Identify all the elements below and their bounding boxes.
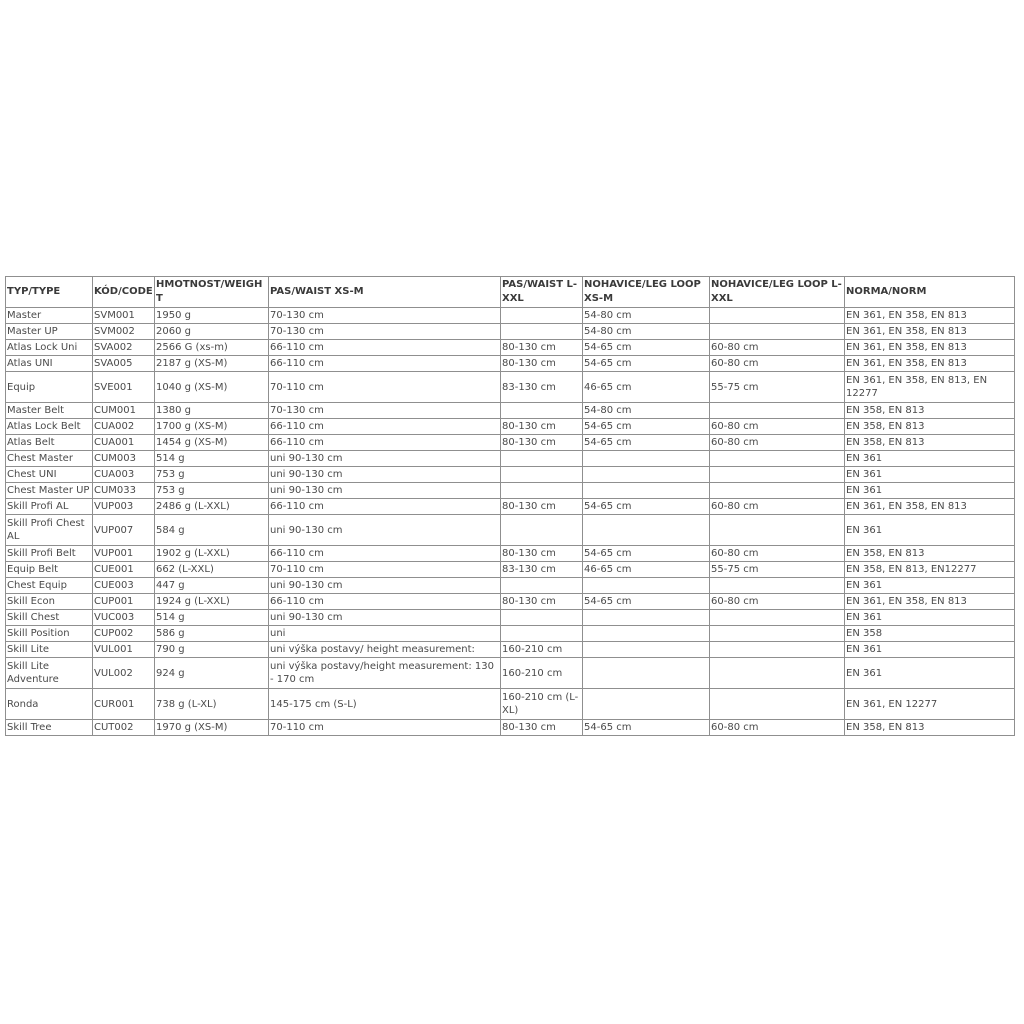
cell-leg-loop-l-xxl: 60-80 cm	[710, 594, 845, 610]
cell-leg-loop-l-xxl	[710, 689, 845, 720]
cell-leg-loop-xs-m	[583, 610, 710, 626]
cell-weight: 2486 g (L-XXL)	[155, 499, 269, 515]
cell-waist-l-xxl: 80-130 cm	[501, 340, 583, 356]
col-header-leg-loop-l-xxl: NOHAVICE/LEG LOOP L-XXL	[710, 277, 845, 308]
cell-type: Ronda	[6, 689, 93, 720]
cell-norm: EN 361	[845, 451, 1015, 467]
cell-waist-l-xxl: 80-130 cm	[501, 499, 583, 515]
cell-code: CUA002	[93, 419, 155, 435]
table-row	[6, 467, 1015, 483]
cell-code: VUL001	[93, 642, 155, 658]
cell-norm: EN 361	[845, 642, 1015, 658]
cell-type: Master Belt	[6, 403, 93, 419]
cell-code: SVM002	[93, 324, 155, 340]
cell-waist-xs-m: uni 90-130 cm	[269, 578, 501, 594]
cell-leg-loop-xs-m: 54-80 cm	[583, 324, 710, 340]
cell-waist-l-xxl	[501, 515, 583, 546]
cell-type: Equip Belt	[6, 562, 93, 578]
cell-code: SVM001	[93, 308, 155, 324]
cell-waist-xs-m: 70-110 cm	[269, 562, 501, 578]
cell-waist-xs-m: 66-110 cm	[269, 435, 501, 451]
cell-waist-l-xxl: 160-210 cm	[501, 642, 583, 658]
cell-weight: 753 g	[155, 467, 269, 483]
cell-leg-loop-l-xxl	[710, 578, 845, 594]
cell-weight: 584 g	[155, 515, 269, 546]
cell-waist-l-xxl: 80-130 cm	[501, 546, 583, 562]
cell-norm: EN 361, EN 358, EN 813	[845, 340, 1015, 356]
cell-code: CUE001	[93, 562, 155, 578]
cell-leg-loop-xs-m	[583, 689, 710, 720]
cell-type: Skill Econ	[6, 594, 93, 610]
cell-waist-l-xxl: 83-130 cm	[501, 372, 583, 403]
cell-waist-xs-m: uni výška postavy/height measurement: 130 - 170 cm	[269, 658, 501, 689]
cell-norm: EN 358, EN 813, EN12277	[845, 562, 1015, 578]
cell-waist-l-xxl: 160-210 cm	[501, 658, 583, 689]
cell-waist-l-xxl	[501, 610, 583, 626]
cell-leg-loop-xs-m: 54-65 cm	[583, 340, 710, 356]
cell-weight: 1950 g	[155, 308, 269, 324]
cell-code: VUP007	[93, 515, 155, 546]
cell-type: Atlas Lock Uni	[6, 340, 93, 356]
table-row	[6, 546, 1015, 562]
table-row	[6, 340, 1015, 356]
cell-weight: 753 g	[155, 483, 269, 499]
cell-leg-loop-xs-m: 54-65 cm	[583, 594, 710, 610]
cell-leg-loop-xs-m: 46-65 cm	[583, 562, 710, 578]
cell-weight: 447 g	[155, 578, 269, 594]
cell-waist-l-xxl: 83-130 cm	[501, 562, 583, 578]
cell-type: Skill Lite	[6, 642, 93, 658]
cell-waist-l-xxl	[501, 324, 583, 340]
cell-waist-l-xxl: 80-130 cm	[501, 594, 583, 610]
cell-code: SVE001	[93, 372, 155, 403]
cell-weight: 514 g	[155, 610, 269, 626]
cell-leg-loop-l-xxl	[710, 403, 845, 419]
cell-waist-xs-m: uni 90-130 cm	[269, 483, 501, 499]
cell-waist-xs-m: uni 90-130 cm	[269, 451, 501, 467]
cell-waist-l-xxl	[501, 451, 583, 467]
table-row	[6, 435, 1015, 451]
cell-leg-loop-xs-m	[583, 451, 710, 467]
cell-leg-loop-xs-m	[583, 626, 710, 642]
col-header-waist-l-xxl: PAS/WAIST L-XXL	[501, 277, 583, 308]
cell-leg-loop-l-xxl: 60-80 cm	[710, 435, 845, 451]
cell-waist-xs-m: 66-110 cm	[269, 594, 501, 610]
table-row	[6, 515, 1015, 546]
cell-norm: EN 361	[845, 610, 1015, 626]
cell-code: VUC003	[93, 610, 155, 626]
cell-weight: 1700 g (XS-M)	[155, 419, 269, 435]
col-header-leg-loop-xs-m: NOHAVICE/LEG LOOP XS-M	[583, 277, 710, 308]
cell-norm: EN 361, EN 358, EN 813	[845, 308, 1015, 324]
cell-norm: EN 361	[845, 515, 1015, 546]
cell-waist-xs-m: 66-110 cm	[269, 419, 501, 435]
cell-waist-l-xxl	[501, 578, 583, 594]
cell-waist-xs-m: 70-130 cm	[269, 324, 501, 340]
cell-type: Skill Tree	[6, 720, 93, 736]
cell-leg-loop-l-xxl	[710, 324, 845, 340]
cell-weight: 1380 g	[155, 403, 269, 419]
table-row	[6, 720, 1015, 736]
cell-leg-loop-xs-m	[583, 642, 710, 658]
cell-norm: EN 361, EN 358, EN 813	[845, 356, 1015, 372]
cell-norm: EN 361, EN 358, EN 813	[845, 324, 1015, 340]
cell-norm: EN 358, EN 813	[845, 403, 1015, 419]
cell-code: CUR001	[93, 689, 155, 720]
cell-waist-xs-m: uni 90-130 cm	[269, 610, 501, 626]
cell-type: Master UP	[6, 324, 93, 340]
table-row	[6, 419, 1015, 435]
cell-weight: 738 g (L-XL)	[155, 689, 269, 720]
table-row	[6, 610, 1015, 626]
cell-waist-xs-m: 66-110 cm	[269, 499, 501, 515]
cell-weight: 2566 G (xs-m)	[155, 340, 269, 356]
cell-waist-l-xxl: 80-130 cm	[501, 356, 583, 372]
cell-waist-xs-m: 145-175 cm (S-L)	[269, 689, 501, 720]
table-row	[6, 626, 1015, 642]
cell-waist-xs-m: uni výška postavy/ height measurement:	[269, 642, 501, 658]
cell-type: Chest UNI	[6, 467, 93, 483]
cell-type: Chest Master UP	[6, 483, 93, 499]
cell-leg-loop-l-xxl: 60-80 cm	[710, 340, 845, 356]
cell-waist-l-xxl: 80-130 cm	[501, 435, 583, 451]
cell-norm: EN 358, EN 813	[845, 419, 1015, 435]
table-row	[6, 403, 1015, 419]
cell-leg-loop-l-xxl	[710, 451, 845, 467]
cell-code: CUM033	[93, 483, 155, 499]
cell-waist-xs-m: 70-130 cm	[269, 308, 501, 324]
cell-norm: EN 361, EN 358, EN 813, EN 12277	[845, 372, 1015, 403]
cell-norm: EN 361	[845, 483, 1015, 499]
cell-code: CUM003	[93, 451, 155, 467]
col-header-waist-xs-m: PAS/WAIST XS-M	[269, 277, 501, 308]
cell-leg-loop-l-xxl: 60-80 cm	[710, 499, 845, 515]
table-row	[6, 578, 1015, 594]
col-header-code: KÓD/CODE	[93, 277, 155, 308]
cell-leg-loop-l-xxl	[710, 467, 845, 483]
cell-code: CUP001	[93, 594, 155, 610]
cell-norm: EN 358, EN 813	[845, 546, 1015, 562]
cell-leg-loop-xs-m: 54-80 cm	[583, 403, 710, 419]
cell-type: Skill Profi Chest AL	[6, 515, 93, 546]
cell-leg-loop-xs-m: 46-65 cm	[583, 372, 710, 403]
cell-norm: EN 361, EN 12277	[845, 689, 1015, 720]
table-row	[6, 451, 1015, 467]
cell-weight: 1970 g (XS-M)	[155, 720, 269, 736]
table-row	[6, 658, 1015, 689]
cell-norm: EN 361	[845, 467, 1015, 483]
table-row	[6, 499, 1015, 515]
table-row	[6, 562, 1015, 578]
cell-waist-xs-m: 70-110 cm	[269, 720, 501, 736]
cell-waist-l-xxl: 80-130 cm	[501, 419, 583, 435]
table-body	[6, 308, 1015, 736]
cell-type: Skill Position	[6, 626, 93, 642]
cell-leg-loop-l-xxl: 60-80 cm	[710, 419, 845, 435]
cell-leg-loop-l-xxl	[710, 642, 845, 658]
cell-leg-loop-xs-m: 54-65 cm	[583, 499, 710, 515]
table-row	[6, 324, 1015, 340]
cell-type: Master	[6, 308, 93, 324]
cell-leg-loop-xs-m: 54-65 cm	[583, 435, 710, 451]
cell-weight: 1924 g (L-XXL)	[155, 594, 269, 610]
cell-leg-loop-l-xxl	[710, 483, 845, 499]
cell-type: Atlas Lock Belt	[6, 419, 93, 435]
cell-weight: 2060 g	[155, 324, 269, 340]
cell-weight: 662 (L-XXL)	[155, 562, 269, 578]
cell-code: VUP003	[93, 499, 155, 515]
cell-norm: EN 358, EN 813	[845, 435, 1015, 451]
table-row	[6, 689, 1015, 720]
cell-code: CUP002	[93, 626, 155, 642]
cell-leg-loop-l-xxl	[710, 515, 845, 546]
cell-weight: 790 g	[155, 642, 269, 658]
cell-code: CUA003	[93, 467, 155, 483]
cell-leg-loop-xs-m: 54-80 cm	[583, 308, 710, 324]
cell-waist-xs-m: 66-110 cm	[269, 340, 501, 356]
cell-leg-loop-l-xxl: 60-80 cm	[710, 720, 845, 736]
col-header-norm: NORMA/NORM	[845, 277, 1015, 308]
cell-leg-loop-l-xxl	[710, 610, 845, 626]
cell-type: Atlas UNI	[6, 356, 93, 372]
cell-norm: EN 361, EN 358, EN 813	[845, 594, 1015, 610]
cell-type: Chest Master	[6, 451, 93, 467]
col-header-weight: HMOTNOST/WEIGHT	[155, 277, 269, 308]
cell-weight: 924 g	[155, 658, 269, 689]
cell-code: CUA001	[93, 435, 155, 451]
cell-norm: EN 358	[845, 626, 1015, 642]
cell-leg-loop-xs-m: 54-65 cm	[583, 720, 710, 736]
cell-waist-xs-m: 66-110 cm	[269, 356, 501, 372]
cell-waist-xs-m: uni 90-130 cm	[269, 515, 501, 546]
cell-waist-l-xxl	[501, 626, 583, 642]
cell-weight: 586 g	[155, 626, 269, 642]
table-row	[6, 594, 1015, 610]
cell-weight: 514 g	[155, 451, 269, 467]
cell-code: VUP001	[93, 546, 155, 562]
cell-leg-loop-xs-m	[583, 483, 710, 499]
cell-leg-loop-l-xxl: 60-80 cm	[710, 546, 845, 562]
cell-leg-loop-l-xxl	[710, 658, 845, 689]
cell-code: CUM001	[93, 403, 155, 419]
cell-leg-loop-l-xxl	[710, 626, 845, 642]
cell-leg-loop-xs-m	[583, 578, 710, 594]
cell-waist-xs-m: 70-110 cm	[269, 372, 501, 403]
cell-leg-loop-l-xxl: 55-75 cm	[710, 562, 845, 578]
cell-waist-l-xxl	[501, 483, 583, 499]
cell-waist-xs-m: uni	[269, 626, 501, 642]
cell-waist-l-xxl	[501, 467, 583, 483]
cell-norm: EN 361	[845, 658, 1015, 689]
cell-type: Chest Equip	[6, 578, 93, 594]
cell-type: Skill Lite Adventure	[6, 658, 93, 689]
cell-type: Skill Chest	[6, 610, 93, 626]
cell-leg-loop-xs-m: 54-65 cm	[583, 546, 710, 562]
cell-code: SVA005	[93, 356, 155, 372]
table-row	[6, 483, 1015, 499]
cell-code: CUT002	[93, 720, 155, 736]
table-row	[6, 308, 1015, 324]
cell-leg-loop-xs-m	[583, 515, 710, 546]
cell-leg-loop-l-xxl: 60-80 cm	[710, 356, 845, 372]
cell-leg-loop-xs-m: 54-65 cm	[583, 356, 710, 372]
cell-weight: 1902 g (L-XXL)	[155, 546, 269, 562]
cell-waist-l-xxl	[501, 403, 583, 419]
cell-waist-xs-m: uni 90-130 cm	[269, 467, 501, 483]
cell-waist-l-xxl: 80-130 cm	[501, 720, 583, 736]
table-row	[6, 642, 1015, 658]
cell-type: Skill Profi Belt	[6, 546, 93, 562]
cell-code: VUL002	[93, 658, 155, 689]
cell-leg-loop-xs-m	[583, 658, 710, 689]
cell-leg-loop-xs-m: 54-65 cm	[583, 419, 710, 435]
cell-leg-loop-xs-m	[583, 467, 710, 483]
cell-weight: 1040 g (XS-M)	[155, 372, 269, 403]
cell-leg-loop-l-xxl: 55-75 cm	[710, 372, 845, 403]
cell-code: SVA002	[93, 340, 155, 356]
cell-type: Atlas Belt	[6, 435, 93, 451]
cell-type: Skill Profi AL	[6, 499, 93, 515]
table-row	[6, 356, 1015, 372]
cell-waist-xs-m: 66-110 cm	[269, 546, 501, 562]
cell-norm: EN 361, EN 358, EN 813	[845, 499, 1015, 515]
cell-weight: 2187 g (XS-M)	[155, 356, 269, 372]
harness-spec-table	[5, 276, 1015, 736]
table-header-row	[6, 277, 1015, 308]
cell-type: Equip	[6, 372, 93, 403]
cell-waist-xs-m: 70-130 cm	[269, 403, 501, 419]
table-row	[6, 372, 1015, 403]
cell-code: CUE003	[93, 578, 155, 594]
cell-waist-l-xxl: 160-210 cm (L-XL)	[501, 689, 583, 720]
cell-leg-loop-l-xxl	[710, 308, 845, 324]
col-header-type: TYP/TYPE	[6, 277, 93, 308]
cell-weight: 1454 g (XS-M)	[155, 435, 269, 451]
cell-norm: EN 361	[845, 578, 1015, 594]
cell-waist-l-xxl	[501, 308, 583, 324]
cell-norm: EN 358, EN 813	[845, 720, 1015, 736]
